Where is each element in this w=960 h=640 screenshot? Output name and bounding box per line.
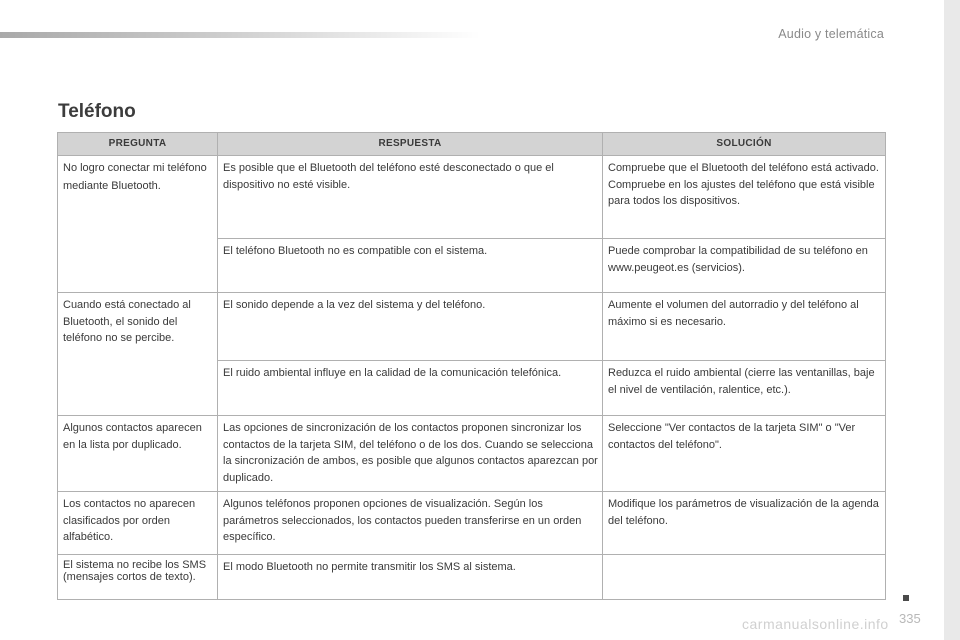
- column-header-question: PREGUNTA: [58, 133, 218, 156]
- faq-table: [57, 132, 886, 600]
- question-cell: No logro conectar mi teléfono mediante Bluetooth.: [58, 156, 218, 293]
- question-cell: Cuando está conectado al Bluetooth, el sonido del teléfono no se percibe.: [58, 293, 218, 416]
- page-title: Teléfono: [58, 101, 136, 122]
- answer-cell: Las opciones de sincronización de los contactos proponen sincronizar los contactos de la tarjeta SIM, del teléfono o de los dos. Cuando se selecciona la sincronización de ambos, es posible que algunos contactos aparezcan por duplicado.: [218, 416, 603, 492]
- table-header-row: [58, 133, 886, 156]
- solution-text: Compruebe que el Bluetooth del teléfono está activado. Compruebe en los ajustes del teléfono que está visible para todos los dispositivos.: [608, 162, 879, 207]
- solution-cell: Puede comprobar la compatibilidad de su teléfono en www.peugeot.es (servicios).: [603, 239, 886, 293]
- solution-cell: [603, 156, 886, 239]
- question-cell: Los contactos no aparecen clasificados por orden alfabético.: [58, 492, 218, 555]
- solution-cell: Aumente el volumen del autorradio y del teléfono al máximo si es necesario.: [603, 293, 886, 361]
- answer-cell: El ruido ambiental influye en la calidad de la comunicación telefónica.: [218, 361, 603, 416]
- answer-cell: El sonido depende a la vez del sistema y del teléfono.: [218, 293, 603, 361]
- section-header: Audio y telemática: [778, 27, 884, 41]
- solution-cell: Modifique los parámetros de visualización de la agenda del teléfono.: [603, 492, 886, 555]
- answer-cell: El teléfono Bluetooth no es compatible con el sistema.: [218, 239, 603, 293]
- answer-cell: El modo Bluetooth no permite transmitir los SMS al sistema.: [218, 555, 603, 600]
- table-row: [58, 555, 886, 600]
- column-header-answer: RESPUESTA: [218, 133, 603, 156]
- table-row: [58, 156, 886, 239]
- column-header-solution: SOLUCIÓN: [603, 133, 886, 156]
- solution-cell: Reduzca el ruido ambiental (cierre las ventanillas, baje el nivel de ventilación, ralentice, etc.).: [603, 361, 886, 416]
- page-number: 335: [899, 611, 921, 626]
- question-cell: El sistema no recibe los SMS (mensajes cortos de texto).: [58, 555, 218, 600]
- table-row: [58, 492, 886, 555]
- end-of-section-marker: [903, 595, 909, 601]
- question-cell: Algunos contactos aparecen en la lista por duplicado.: [58, 416, 218, 492]
- solution-cell: Seleccione "Ver contactos de la tarjeta SIM" o "Ver contactos del teléfono".: [603, 416, 886, 492]
- answer-cell: Es posible que el Bluetooth del teléfono esté desconectado o que el dispositivo no esté visible.: [218, 156, 603, 239]
- page-edge: [944, 0, 960, 640]
- answer-cell: Algunos teléfonos proponen opciones de visualización. Según los parámetros seleccionados, los contactos pueden transferirse en un orden específico.: [218, 492, 603, 555]
- solution-cell: [603, 555, 886, 600]
- header-gradient-bar: [0, 32, 480, 38]
- watermark: carmanualsonline.info: [742, 616, 889, 632]
- table-row: [58, 416, 886, 492]
- table-row: [58, 293, 886, 361]
